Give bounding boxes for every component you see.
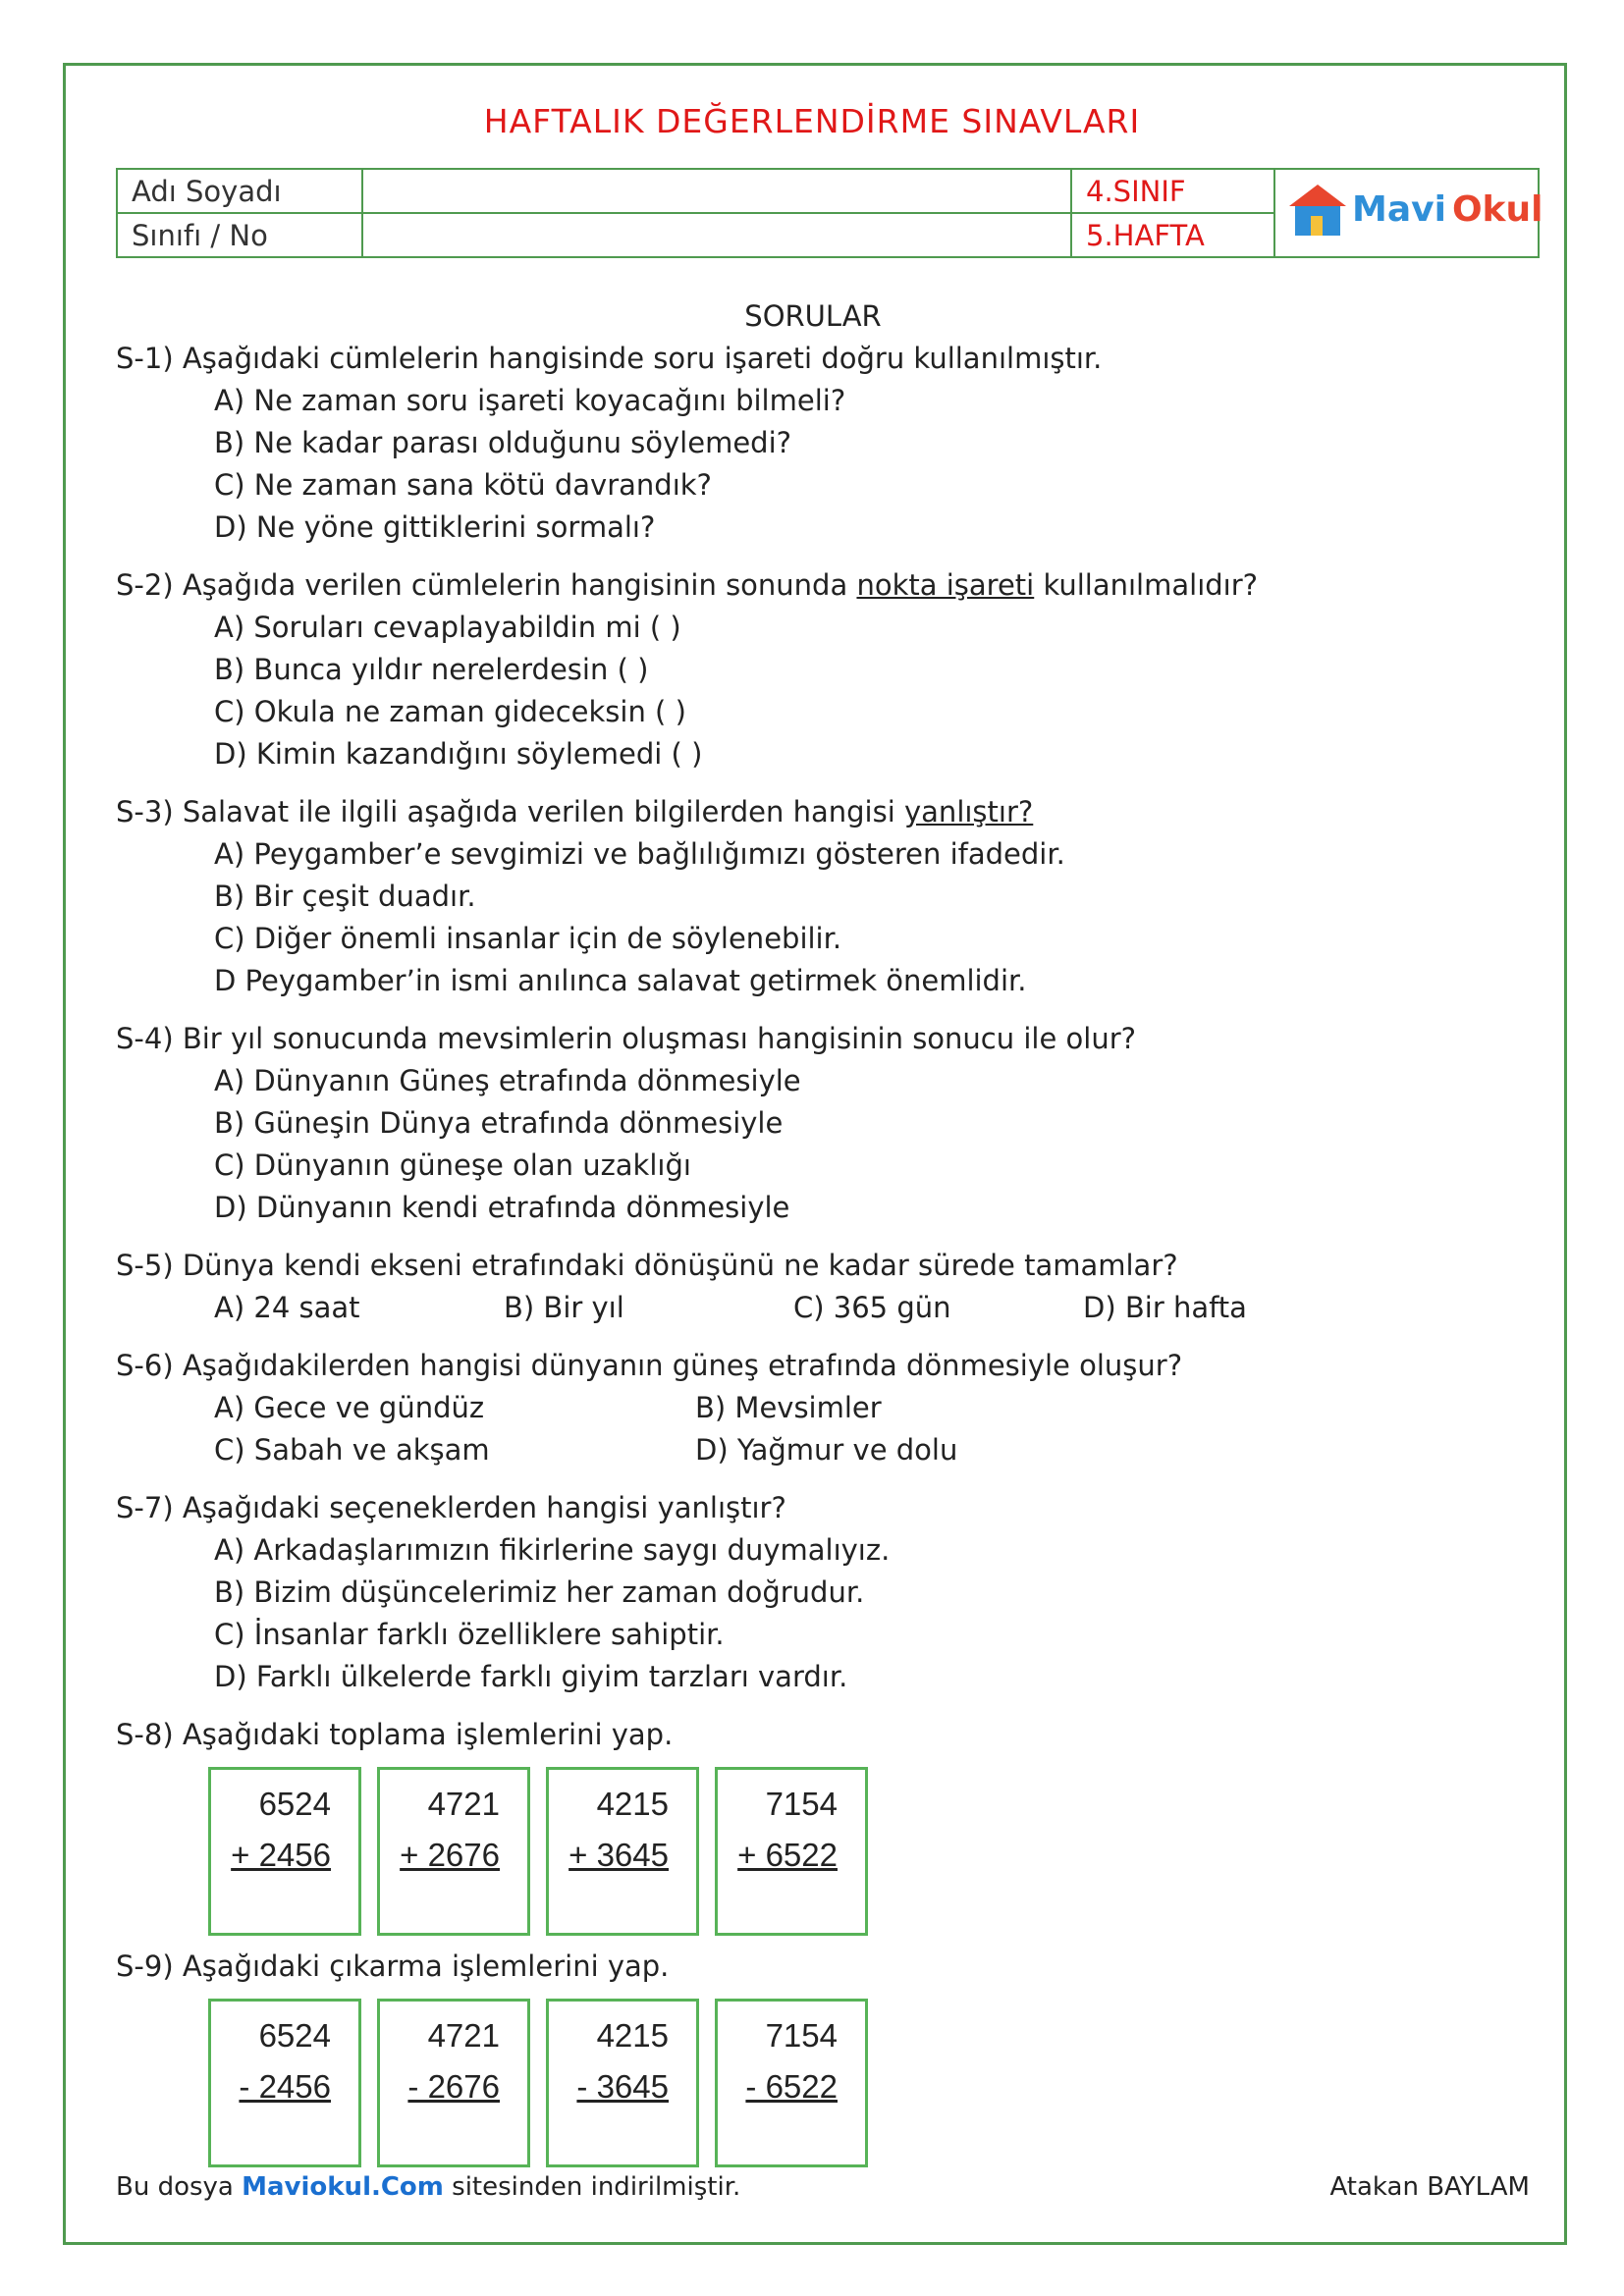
week-label: 5.HAFTA (1071, 213, 1274, 257)
class-label: Sınıfı / No (117, 213, 362, 257)
question-1 (116, 338, 1510, 549)
option-c[interactable]: C) 365 gün (793, 1291, 951, 1324)
question-text-underlined: yanlıştır? (904, 795, 1034, 828)
question-text-part: kullanılmalıdır? (1034, 568, 1259, 602)
question-6 (116, 1345, 1510, 1471)
question-5 (116, 1245, 1510, 1329)
question-text: S-5) Dünya kendi ekseni etrafındaki dönüşünü ne kadar sürede tamamlar? (116, 1249, 1178, 1282)
house-icon (1289, 185, 1346, 236)
question-text-part: S-3) Salavat ile ilgili aşağıda verilen bilgilerden hangisi (116, 795, 904, 828)
option-c[interactable]: C) Diğer önemli insanlar için de söylenebilir. (214, 922, 842, 955)
class-field[interactable] (362, 213, 1071, 257)
option-c[interactable]: C) Okula ne zaman gideceksin ( ) (214, 695, 686, 728)
operand-bottom: - 2456 (239, 2068, 331, 2105)
operand-top: 7154 (765, 1786, 838, 1822)
operand-top: 4215 (596, 2017, 669, 2054)
option-b[interactable]: B) Güneşin Dünya etrafında dönmesiyle (214, 1106, 784, 1140)
addition-box[interactable] (546, 1767, 699, 1936)
question-text: S-7) Aşağıdaki seçeneklerden hangisi yanlıştır? (116, 1491, 786, 1524)
option-a[interactable]: A) 24 saat (214, 1291, 360, 1324)
option-a[interactable]: A) Dünyanın Güneş etrafında dönmesiyle (214, 1064, 801, 1097)
grade-label: 4.SINIF (1071, 169, 1274, 213)
questions-section (116, 294, 1510, 1756)
option-b[interactable]: B) Mevsimler (695, 1391, 882, 1424)
option-c[interactable]: C) Dünyanın güneşe olan uzaklığı (214, 1148, 691, 1182)
operand-bottom: + 2676 (400, 1837, 500, 1873)
subtraction-box[interactable] (715, 1999, 868, 2167)
logo-text-okul: Okul (1451, 189, 1543, 230)
subtraction-box[interactable] (546, 1999, 699, 2167)
option-b[interactable]: B) Bir yıl (504, 1291, 624, 1324)
option-d[interactable]: D) Kimin kazandığını söylemedi ( ) (214, 737, 703, 771)
option-d[interactable]: D) Bir hafta (1083, 1291, 1247, 1324)
question-text: S-1) Aşağıdaki cümlelerin hangisinde soru işareti doğru kullanılmıştır. (116, 342, 1103, 375)
question-7 (116, 1487, 1510, 1698)
options-row (116, 1287, 1510, 1329)
operand-top: 6524 (258, 1786, 331, 1822)
name-field[interactable] (362, 169, 1071, 213)
logo-cell (1274, 169, 1543, 257)
question-8 (116, 1714, 1510, 1756)
question-text: S-4) Bir yıl sonucunda mevsimlerin oluşması hangisinin sonucu ile olur? (116, 1022, 1137, 1055)
operand-top: 4721 (427, 1786, 500, 1822)
operand-bottom: - 6522 (745, 2068, 838, 2105)
option-d[interactable]: D) Ne yöne gittiklerini sormalı? (214, 510, 656, 544)
page-title: HAFTALIK DEĞERLENDİRME SINAVLARI (483, 102, 1141, 140)
student-info-table (116, 168, 1543, 258)
operand-bottom: + 3645 (568, 1837, 669, 1873)
options-row (116, 1429, 1510, 1471)
option-a[interactable]: A) Arkadaşlarımızın fikirlerine saygı duymalıyız. (214, 1533, 891, 1567)
operand-top: 4215 (596, 1786, 669, 1822)
question-4 (116, 1018, 1510, 1229)
question-text (116, 564, 1510, 607)
option-d[interactable]: D) Dünyanın kendi etrafında dönmesiyle (214, 1191, 790, 1224)
operand-bottom: + 6522 (737, 1837, 838, 1873)
addition-box[interactable] (208, 1767, 361, 1936)
operand-top: 4721 (427, 2017, 500, 2054)
sorular-heading: SORULAR (744, 299, 882, 333)
question-text: S-6) Aşağıdakilerden hangisi dünyanın güneş etrafında dönmesiyle oluşur? (116, 1349, 1183, 1382)
option-a[interactable]: A) Soruları cevaplayabildin mi ( ) (214, 611, 681, 644)
option-d[interactable]: D Peygamber’in ismi anılınca salavat getirmek önemlidir. (214, 964, 1027, 997)
subtraction-boxes (208, 1999, 868, 2167)
option-c[interactable]: C) İnsanlar farklı özelliklere sahiptir. (214, 1618, 725, 1651)
footer-author: Atakan BAYLAM (1329, 2172, 1530, 2202)
footer-text: sitesinden indirilmiştir. (443, 2172, 741, 2202)
question-9-text: S-9) Aşağıdaki çıkarma işlemlerini yap. (116, 1949, 670, 1983)
option-c[interactable]: C) Sabah ve akşam (214, 1433, 490, 1467)
option-d[interactable]: D) Farklı ülkelerde farklı giyim tarzları vardır. (214, 1660, 848, 1693)
subtraction-box[interactable] (377, 1999, 530, 2167)
option-d[interactable]: D) Yağmur ve dolu (695, 1433, 958, 1467)
options-row (116, 1387, 1510, 1429)
footer-source (116, 2172, 740, 2202)
name-label: Adı Soyadı (117, 169, 362, 213)
footer-text: Bu dosya (116, 2172, 243, 2202)
question-text-part: S-2) Aşağıda verilen cümlelerin hangisinin sonunda (116, 568, 857, 602)
addition-boxes (208, 1767, 868, 1936)
addition-box[interactable] (715, 1767, 868, 1936)
question-3 (116, 791, 1510, 1002)
option-b[interactable]: B) Bunca yıldır nerelerdesin ( ) (214, 653, 649, 686)
option-b[interactable]: B) Bizim düşüncelerimiz her zaman doğrudur. (214, 1575, 865, 1609)
addition-box[interactable] (377, 1767, 530, 1936)
option-a[interactable]: A) Peygamber’e sevgimizi ve bağlılığımızı gösteren ifadedir. (214, 837, 1065, 871)
operand-top: 6524 (258, 2017, 331, 2054)
option-b[interactable]: B) Ne kadar parası olduğunu söylemedi? (214, 426, 792, 459)
logo-text-mavi: Mavi (1352, 189, 1446, 230)
option-c[interactable]: C) Ne zaman sana kötü davrandık? (214, 468, 712, 502)
option-b[interactable]: B) Bir çeşit duadır. (214, 880, 476, 913)
operand-bottom: + 2456 (231, 1837, 331, 1873)
question-text (116, 791, 1510, 833)
operand-bottom: - 3645 (576, 2068, 669, 2105)
footer-site-link[interactable]: Maviokul.Com (242, 2172, 444, 2202)
option-a[interactable]: A) Gece ve gündüz (214, 1391, 485, 1424)
subtraction-box[interactable] (208, 1999, 361, 2167)
option-a[interactable]: A) Ne zaman soru işareti koyacağını bilmeli? (214, 384, 846, 417)
operand-bottom: - 2676 (407, 2068, 500, 2105)
question-2 (116, 564, 1510, 775)
question-text-underlined: nokta işareti (856, 568, 1035, 602)
maviokul-logo (1289, 185, 1543, 236)
operand-top: 7154 (765, 2017, 838, 2054)
question-text: S-8) Aşağıdaki toplama işlemlerini yap. (116, 1718, 674, 1751)
